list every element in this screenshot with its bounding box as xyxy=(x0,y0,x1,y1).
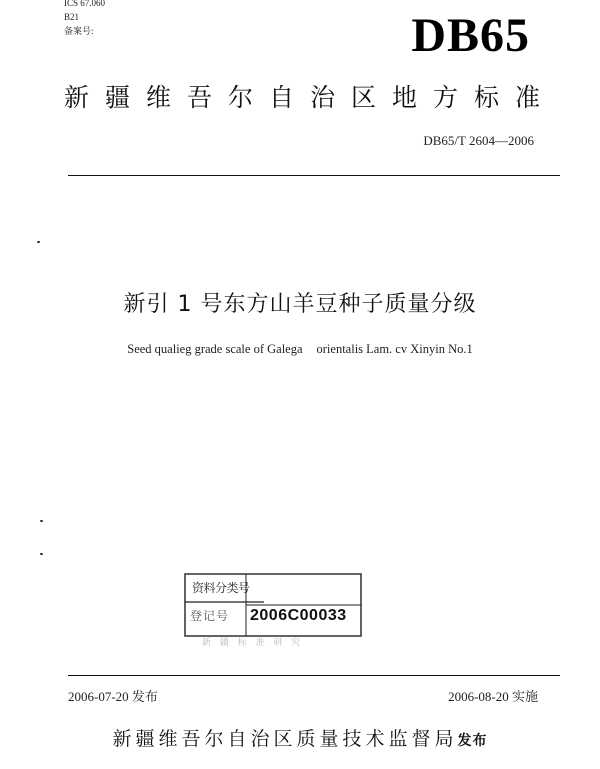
stamp-faint-text: 新 疆 标 准 研 究 xyxy=(202,638,304,648)
scan-speck xyxy=(40,553,43,555)
stamp-register-label: 登记号 xyxy=(190,609,230,623)
title-english-part1: Seed qualieg grade scale of Galega xyxy=(127,342,303,356)
standard-logo: DB65 xyxy=(411,9,530,62)
issue-date: 2006-07-20 发布 xyxy=(68,689,158,704)
standard-name: 新疆维吾尔自治区地方标准 xyxy=(64,83,557,112)
header-divider xyxy=(68,175,560,176)
scan-speck xyxy=(40,520,43,522)
document-title-chinese: 新引 1 号东方山羊豆种子质量分级 xyxy=(123,292,477,317)
publisher-name: 新疆维吾尔自治区质量技术监督局 xyxy=(112,728,458,750)
registration-stamp xyxy=(184,573,362,663)
footer-divider xyxy=(68,675,560,676)
ics-code: ICS 67.060 xyxy=(64,0,106,8)
effective-date: 2006-08-20 实施 xyxy=(448,689,538,704)
publisher-suffix: 发布 xyxy=(457,733,488,749)
category-code: B21 xyxy=(64,12,80,22)
stamp-category-label: 资料分类号 xyxy=(192,581,250,595)
title-english-part2: orientalis Lam. cv Xinyin No.1 xyxy=(316,342,473,356)
document-title-english xyxy=(0,342,600,357)
stamp-register-number: 2006C00033 xyxy=(250,607,347,624)
publisher xyxy=(0,724,600,751)
scan-speck xyxy=(37,241,40,243)
filing-label: 备案号: xyxy=(64,26,94,36)
standard-code: DB65/T 2604—2006 xyxy=(423,133,534,148)
header-codes xyxy=(64,0,105,38)
